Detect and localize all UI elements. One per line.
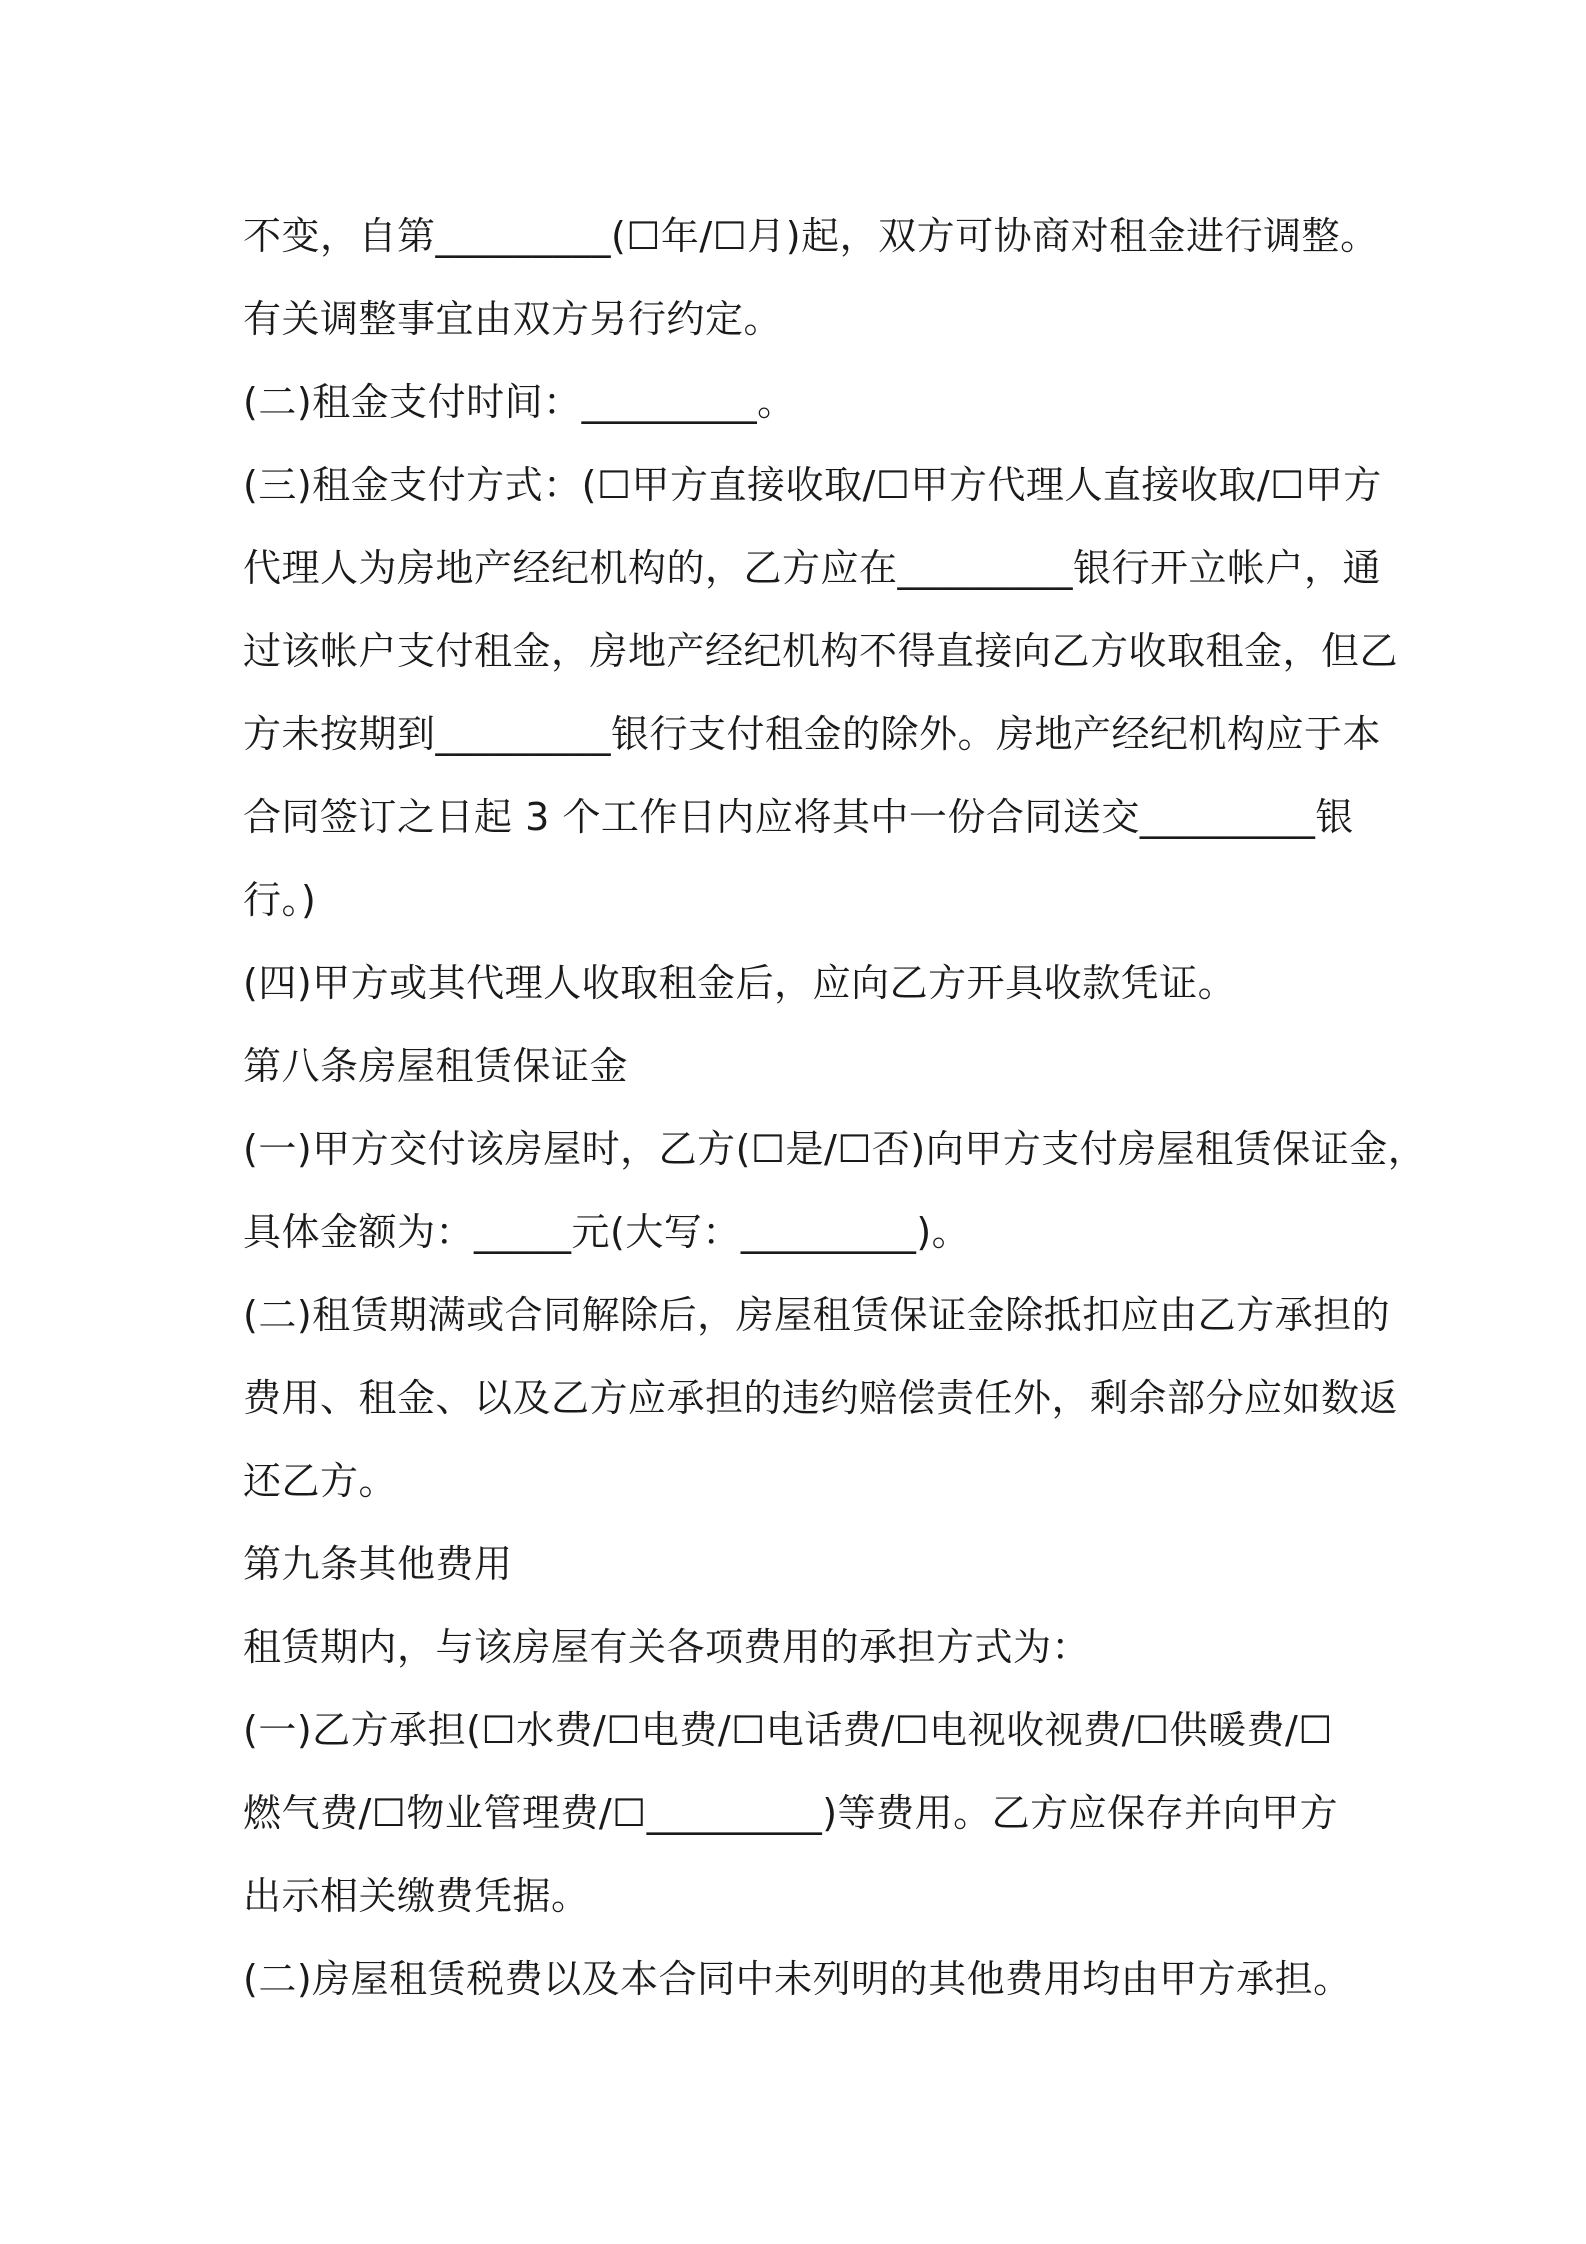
text-line: 有关调整事宜由双方另行约定。: [243, 297, 783, 341]
text-line: 出示相关缴费凭据。: [243, 1874, 590, 1918]
text-line: (二)房屋租赁税费以及本合同中未列明的其他费用均由甲方承担。: [243, 1957, 1352, 2001]
section-heading: 第八条房屋租赁保证金: [243, 1044, 629, 1088]
text-line: 燃气费/☐物业管理费/☐_________)等费用。乙方应保存并向甲方: [243, 1791, 1339, 1835]
document-body: [243, 195, 1427, 2021]
text-line: 不变，自第_________(☐年/☐月)起，双方可协商对租金进行调整。: [243, 214, 1379, 258]
text-line: (三)租金支付方式：(☐甲方直接收取/☐甲方代理人直接收取/☐甲方: [243, 463, 1382, 507]
section-heading: 第九条其他费用: [243, 1542, 513, 1586]
text-line: (一)甲方交付该房屋时，乙方(☐是/☐否)向甲方支付房屋租赁保证金，: [243, 1127, 1427, 1171]
text-line: (二)租金支付时间：_________。: [243, 380, 796, 424]
text-line: (二)租赁期满或合同解除后，房屋租赁保证金除抵扣应由乙方承担的: [243, 1293, 1391, 1337]
text-line: 方未按期到_________银行支付租金的除外。房地产经纪机构应于本: [243, 712, 1382, 756]
text-line: 行。): [243, 878, 317, 922]
text-line: 合同签订之日起 3 个工作日内应将其中一份合同送交_________银: [243, 795, 1354, 839]
text-line: (一)乙方承担(☐水费/☐电费/☐电话费/☐电视收视费/☐供暖费/☐: [243, 1708, 1333, 1752]
text-line: 过该帐户支付租金，房地产经纪机构不得直接向乙方收取租金，但乙: [243, 629, 1399, 673]
text-line: (四)甲方或其代理人收取租金后，应向乙方开具收款凭证。: [243, 961, 1237, 1005]
text-line: 费用、租金、以及乙方应承担的违约赔偿责任外，剩余部分应如数返: [243, 1376, 1399, 1420]
text-line: 代理人为房地产经纪机构的，乙方应在_________银行开立帐户，通: [243, 546, 1382, 590]
text-line: 租赁期内，与该房屋有关各项费用的承担方式为：: [243, 1625, 1091, 1669]
text-line: 还乙方。: [243, 1459, 398, 1503]
text-line: 具体金额为：_____元(大写：_________)。: [243, 1210, 971, 1254]
